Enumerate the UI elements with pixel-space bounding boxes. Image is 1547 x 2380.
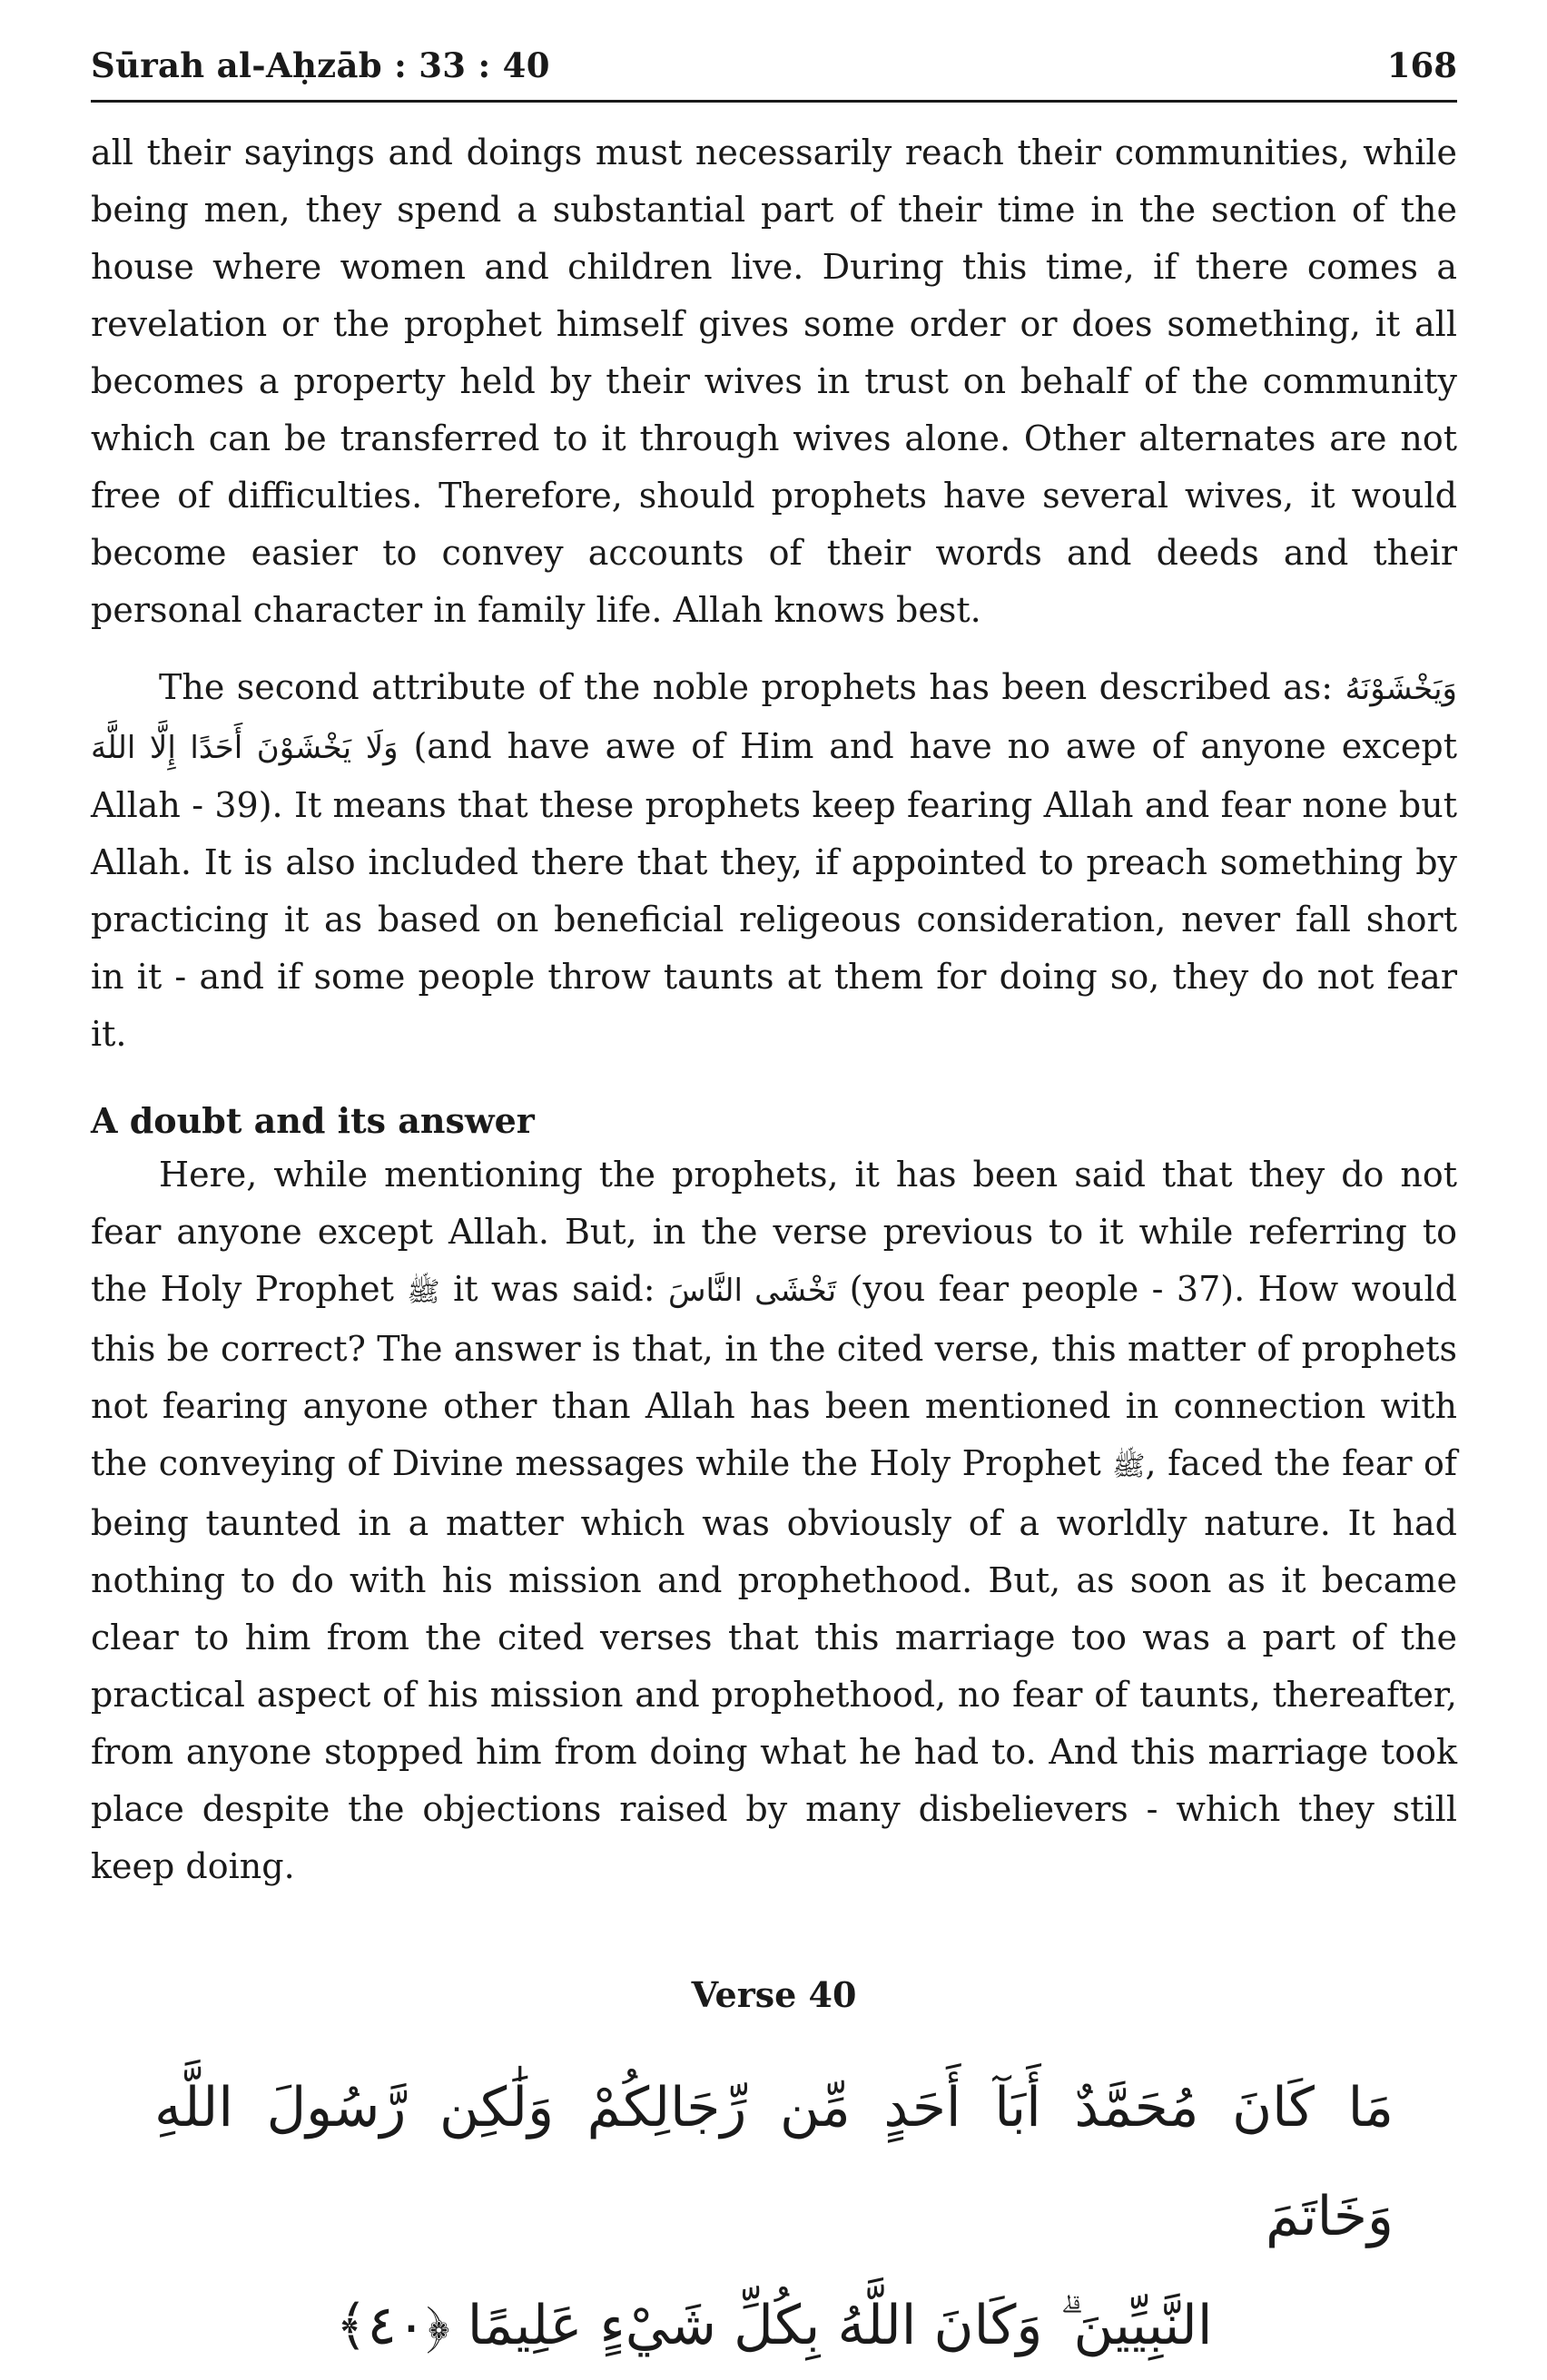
paragraph-text: The second attribute of the noble prophets has been described as:	[159, 667, 1334, 707]
verse-line-1: مَا كَانَ مُحَمَّدٌ أَبَآ أَحَدٍ مِّن رِّجَالِكُمْ وَلَٰكِن رَّسُولَ اللَّهِ وَخَاتَمَ	[154, 2076, 1394, 2248]
salutation-glyph: ﷺ	[1112, 1451, 1146, 1482]
running-title: Sūrah al-Aḥzāb : 33 : 40	[91, 45, 550, 85]
paragraph-doubt-answer	[91, 1146, 1457, 1895]
verse-heading: Verse 40	[691, 1974, 857, 2015]
paragraph-text: , faced the fear of being taunted in a matter which was obviously of a worldly nature. It had nothing to do with his mission and prophethood. But, as soon as it became clear to him from the cited verses that this marriage too was a part of the practical aspect of his mission and prophethood, no fear of taunts, thereafter, from anyone stopped him from doing what he had to. And this marriage took place despite the objections raised by many disbelievers - which they still keep doing.	[91, 1443, 1457, 1886]
paragraph-text: it was said:	[453, 1269, 655, 1309]
arabic-quote: تَخْشَى النَّاسَ	[667, 1273, 837, 1309]
paragraph-text: Here, while mentioning the prophets, it has been said that they do not fear anyone except Allah. But, in the verse previous to it while referring to the Holy Prophet	[91, 1155, 1457, 1309]
salutation-glyph: ﷺ	[407, 1276, 440, 1308]
arabic-quote: وَيَخْشَوْنَهُ وَلَا يَخْشَوْنَ أَحَدًا إِلَّا اللَّهَ	[91, 671, 1457, 766]
paragraph-text: (and have awe of Him and have no awe of anyone except Allah - 39). It means that these prophets keep fearing Allah and fear none but Allah. It is also included there that they, if appointed to preach something by practicing it as based on beneficial religeous consideration, never fall short in it - and if some people throw taunts at them for doing so, they do not fear it.	[91, 726, 1457, 1054]
verse-arabic-text	[91, 2053, 1457, 2380]
section-heading: A doubt and its answer	[91, 1100, 535, 1141]
paragraph-text: (you fear people - 37). How would this be correct? The answer is that, in the cited verse, this matter of prophets not fearing anyone other than Allah has been mentioned in connection with the conveying of Divine messages while the Holy Prophet	[91, 1269, 1457, 1483]
page-number: 168	[1386, 45, 1457, 85]
verse-line-2: النَّبِيِّينَ ۗ وَكَانَ اللَّهُ بِكُلِّ شَيْءٍ عَلِيمًا ﴿٤٠﴾	[335, 2294, 1213, 2357]
page-header	[91, 44, 1457, 103]
document-page	[91, 44, 1457, 2380]
paragraph-continued: all their sayings and doings must necessarily reach their communities, while being men, they spend a substantial part of their time in the section of the house where women and children live. During this time, if there comes a revelation or the prophet himself gives some order or does something, it all becomes a property held by their wives in trust on behalf of the community which can be transferred to it through wives alone. Other alternates are not free of difficulties. Therefore, should prophets have several wives, it would become easier to convey accounts of their words and deeds and their personal character in family life. Allah knows best.	[91, 133, 1457, 630]
page-body	[91, 124, 1457, 1895]
paragraph-second-attribute	[91, 659, 1457, 1063]
